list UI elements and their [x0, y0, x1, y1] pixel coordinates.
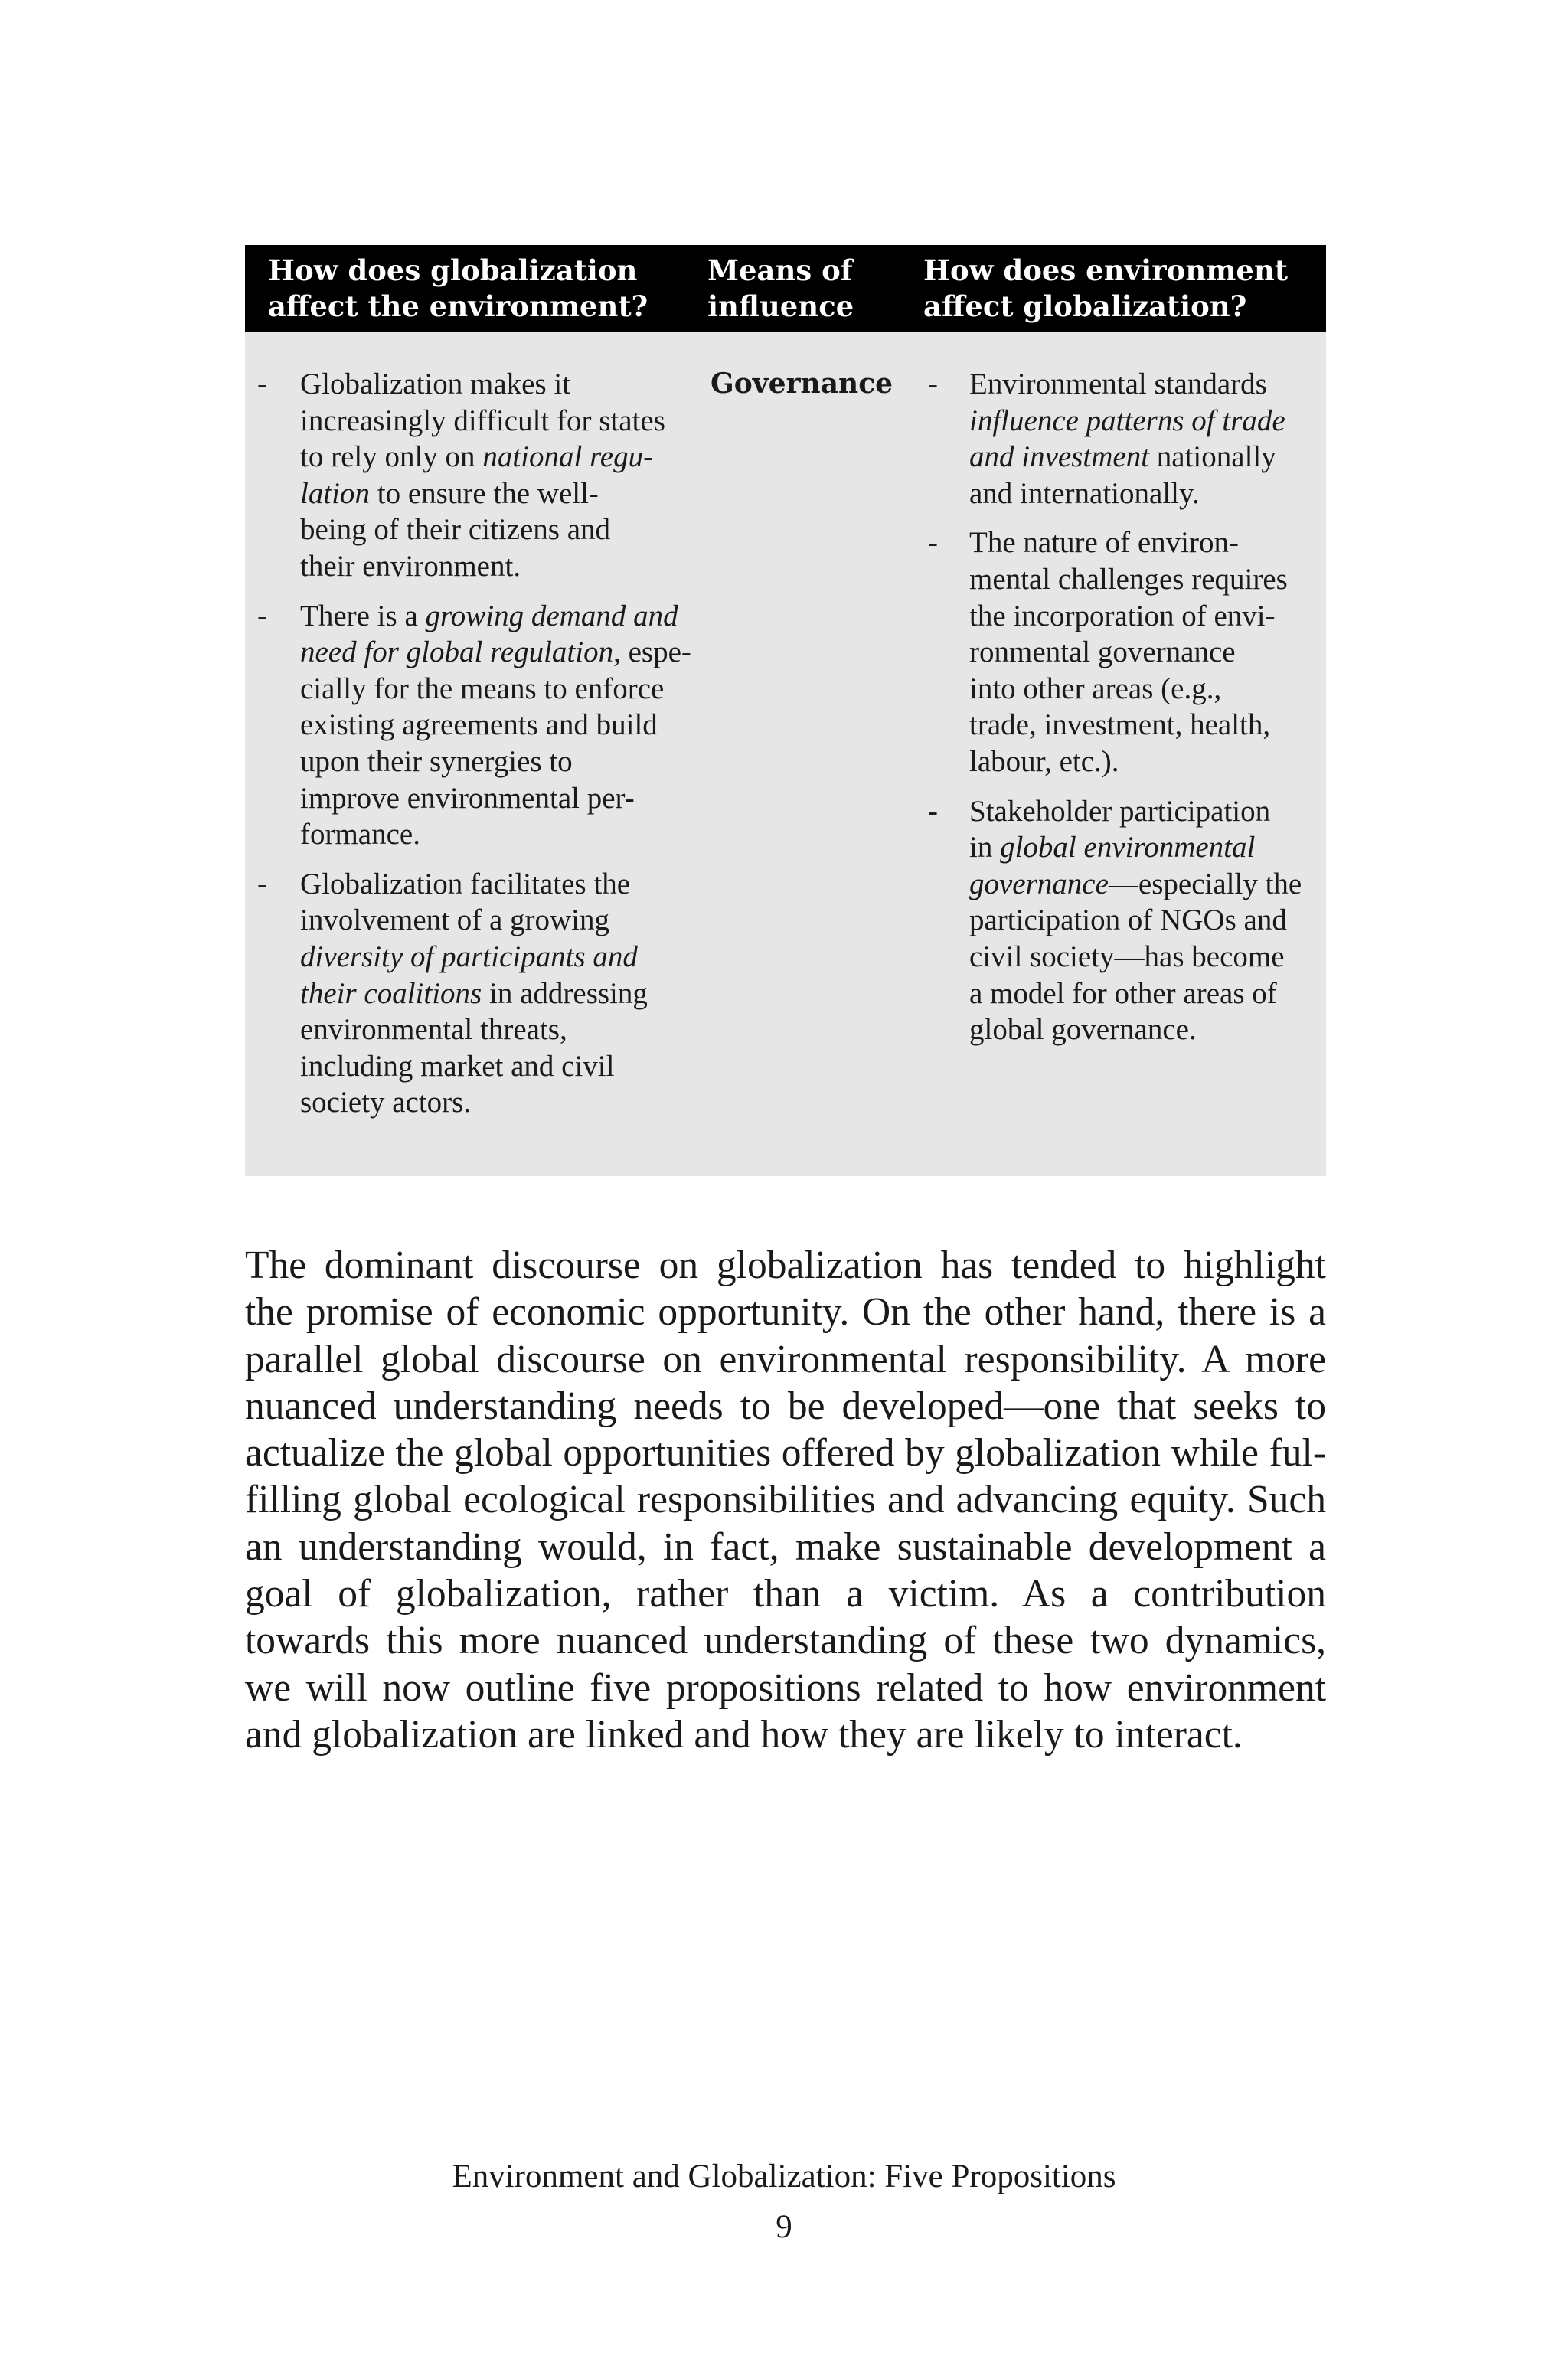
- bullet-item: [245, 598, 704, 853]
- bullet-item: [245, 366, 704, 585]
- left-column: [245, 366, 704, 1134]
- text-segment: in addressing environmental threats, including market and civil society actors.: [300, 976, 648, 1119]
- bullet-item: [922, 366, 1320, 511]
- text-segment: to ensure the well- being of their citizens and their environment.: [300, 476, 611, 583]
- header-environment-affects-globalization: How does environment affect globalization?: [923, 253, 1288, 323]
- emphasized-text: global environmental governance: [969, 831, 1256, 900]
- paragraph-line: filling global ecological responsibilities and advancing equity. Such: [245, 1478, 1326, 1522]
- right-column: [922, 366, 1320, 1061]
- page-number: 9: [776, 2209, 792, 2245]
- dash-bullet: -: [928, 368, 938, 400]
- bullet-item: [922, 793, 1320, 1048]
- emphasized-text: diversity of participants and their coalitions: [300, 940, 638, 1010]
- text-segment: There is a: [300, 599, 426, 632]
- text-segment: Stakeholder participation in: [969, 794, 1271, 864]
- dash-bullet: -: [928, 794, 938, 828]
- means-cell: Governance: [710, 368, 893, 400]
- text-segment: Environmental standards: [969, 368, 1267, 400]
- paragraph-line: The dominant discourse on globalization has tended to highlight: [245, 1243, 1326, 1287]
- text-segment: , espe- cially for the means to enforce existing agreements and build upon their synergies to improve environmental per- formance.: [300, 636, 691, 851]
- emphasized-text: national regu- lation: [300, 440, 654, 510]
- header-globalization-affects-environment: How does globalization affect the environment?: [268, 253, 648, 323]
- bullet-item: [922, 525, 1320, 779]
- header-means-of-influence: Means of influence: [707, 253, 854, 323]
- footer-title: Environment and Globalization: Five Propositions: [452, 2159, 1116, 2194]
- body-paragraph: [245, 1242, 1326, 1758]
- paragraph-line: nuanced understanding needs to be developed—one that seeks to: [245, 1384, 1326, 1428]
- text-segment: —especially the participation of NGOs and civil society—has become a model for other areas of global governance.: [969, 867, 1302, 1047]
- comparison-table: [245, 245, 1326, 1176]
- dash-bullet: -: [257, 368, 267, 400]
- paragraph-line: the promise of economic opportunity. On the other hand, there is a: [245, 1290, 1326, 1335]
- table-header: [245, 245, 1326, 332]
- text-segment: The nature of environ- mental challenges requires the incorporation of envi- ronmental governance into other areas (e.g., trade, investment, health, labour, etc.).: [969, 526, 1288, 778]
- emphasized-text: growing demand and need for global regulation: [300, 599, 678, 669]
- paragraph-line: an understanding would, in fact, make sustainable development a: [245, 1525, 1326, 1569]
- paragraph-line: we will now outline five propositions related to how environment: [245, 1665, 1326, 1710]
- text-segment: nationally and internationally.: [969, 440, 1276, 510]
- dash-bullet: -: [257, 599, 267, 632]
- dash-bullet: -: [928, 526, 938, 560]
- emphasized-text: influence patterns of trade and investment: [969, 404, 1285, 474]
- paragraph-line: towards this more nuanced understanding of these two dynamics,: [245, 1619, 1326, 1663]
- text-segment: Globalization makes it increasingly difficult for states to rely only on: [300, 368, 665, 474]
- table-body: [245, 332, 1326, 1176]
- paragraph-line: actualize the global opportunities offered by globalization while ful-: [245, 1431, 1326, 1476]
- paragraph-line: goal of globalization, rather than a victim. As a contribution: [245, 1572, 1326, 1616]
- text-segment: Globalization facilitates the involvement of a growing: [300, 867, 630, 937]
- bullet-item: [245, 866, 704, 1121]
- paragraph-line: parallel global discourse on environmental responsibility. A more: [245, 1337, 1326, 1381]
- dash-bullet: -: [257, 867, 267, 900]
- paragraph-line: and globalization are linked and how they are likely to interact.: [245, 1712, 1243, 1757]
